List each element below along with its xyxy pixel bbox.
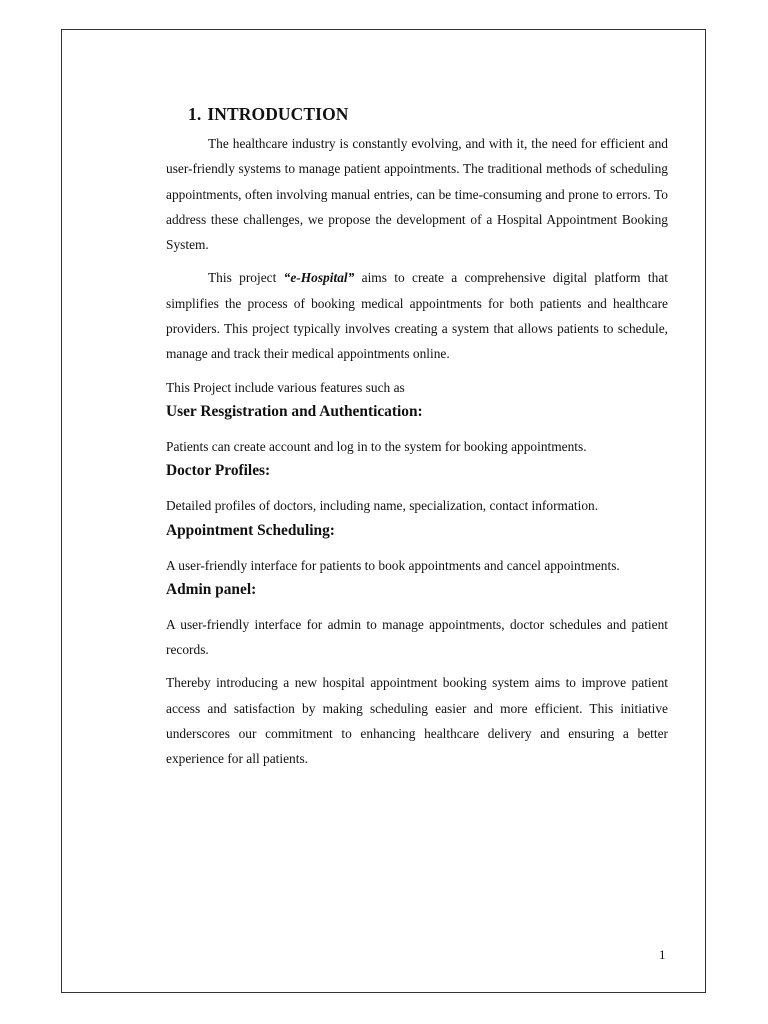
feature-heading-admin-panel: Admin panel: <box>166 580 257 598</box>
section-heading <box>188 100 668 128</box>
feature-text-appointment-scheduling: A user-friendly interface for patients to book appointments and cancel appointments. <box>166 557 620 573</box>
intro-paragraph-1: The healthcare industry is constantly evolving, and with it, the need for efficient and user-friendly systems to manage patient appointments. The traditional methods of scheduling appointments, often involving manual entries, can be time-consuming and prone to errors. To address these challenges, we propose the development of a Hospital Appointment Booking System. <box>166 136 668 253</box>
feature-heading-registration: User Resgistration and Authentication: <box>166 402 423 420</box>
intro-paragraph-2 <box>166 265 668 366</box>
project-name: “e-Hospital” <box>283 270 355 286</box>
paragraph-2-lead: This project <box>208 270 284 286</box>
features-intro: This Project include various features such as <box>166 379 405 395</box>
feature-heading-doctor-profiles: Doctor Profiles: <box>166 462 271 480</box>
feature-heading-appointment-scheduling: Appointment Scheduling: <box>166 521 335 539</box>
section-number: 1. <box>188 104 202 124</box>
paragraph-2-rest: aims to create a comprehensive digital platform that simplifies the process of booking medical appointments for both patients and healthcare providers. This project typically involves creating a system that allows patients to schedule, manage and track their medical appointments online. <box>166 270 668 362</box>
page-number: 1 <box>659 947 666 962</box>
section-title: INTRODUCTION <box>207 104 349 124</box>
document-body <box>166 100 668 772</box>
conclusion-paragraph: Thereby introducing a new hospital appointment booking system aims to improve patient access and satisfaction by making scheduling easier and more efficient. This initiative underscores our commitment to enhancing healthcare delivery and ensuring a better experience for all patients. <box>166 675 668 767</box>
feature-text-admin-panel: A user-friendly interface for admin to manage appointments, doctor schedules and patient records. <box>166 616 668 658</box>
feature-text-doctor-profiles: Detailed profiles of doctors, including name, specialization, contact information. <box>166 498 599 514</box>
feature-text-registration: Patients can create account and log in to the system for booking appointments. <box>166 438 587 454</box>
